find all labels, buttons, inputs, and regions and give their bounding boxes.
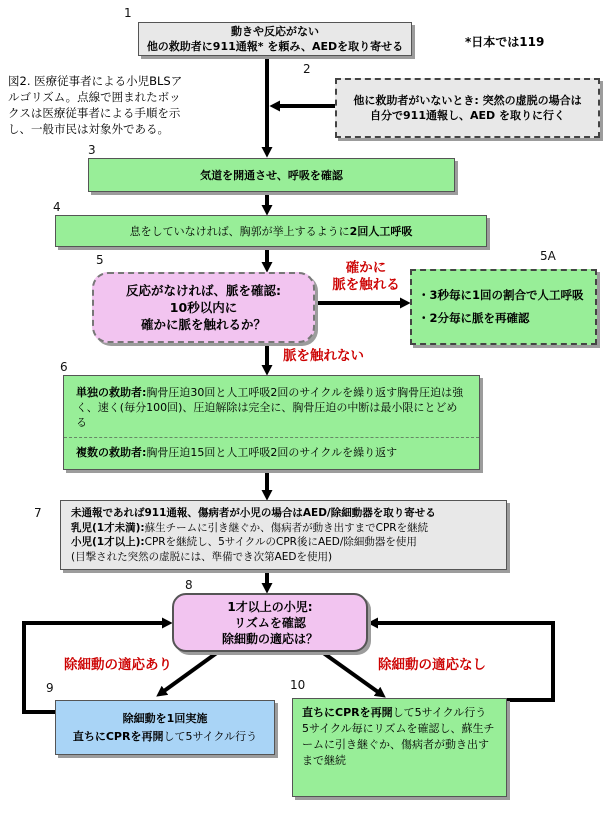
node-text-lead: 息をしていなければ、胸郭が挙上するように — [129, 224, 350, 238]
node-text-lead: 未通報であれば911通報、傷病者が小児の場合はAED/除細動器を取り寄せる — [71, 507, 436, 519]
node-aed-retrieval — [60, 500, 507, 570]
edge-label-line: 脈を触れる — [332, 277, 400, 293]
node-text: 除細動の適応は？ — [221, 631, 318, 646]
node-text — [71, 550, 332, 565]
node-text-body: 蘇生チームに引き継ぐか、傷病者が動き出すまでCPRを継続 — [144, 521, 429, 534]
node-text — [76, 445, 397, 460]
node-rhythm-check-decision — [172, 593, 368, 652]
node-text-lead: 直ちにCPRを再開 — [72, 729, 164, 743]
node-pulse-check-decision — [92, 272, 315, 343]
node-text: リズムを確認 — [234, 615, 306, 630]
edge-label-pulse-absent: 脈を触れない — [283, 348, 364, 364]
node-text-lead: 乳児(1才未満): — [71, 521, 145, 534]
edge-label-shockable: 除細動の適応あり — [64, 657, 172, 673]
step-number-3: 3 — [88, 143, 96, 157]
node-text — [71, 535, 417, 550]
node-text-body: (目撃された突然の虚脱には、準備でき次第AEDを使用) — [71, 550, 333, 563]
node-text: 反応がなければ、脈を確認: — [126, 283, 281, 298]
step-number-6: 6 — [60, 360, 68, 374]
node-text: 自分で911通報し、AED を取りに行く — [370, 109, 565, 122]
edge-label-line: 確かに — [345, 260, 387, 276]
node-text: 除細動を1回実施 — [122, 711, 208, 725]
node-text-body: 胸骨圧迫30回と人工呼吸2回のサイクルを繰り返す胸骨圧迫は強く、速く(毎分100回)、圧迫解除は完全に、胸骨圧迫の中断は最小限にとどめる — [76, 385, 464, 429]
node-text-body: CPRを継続し、5サイクルのCPR後にAED/除細動器を使用 — [144, 536, 417, 548]
node-rescue-breaths — [55, 215, 487, 247]
node-lone-rescuer — [335, 78, 600, 138]
node-text — [76, 385, 467, 430]
edge-label-not-shockable: 除細動の適応なし — [378, 657, 486, 673]
step-number-5: 5 — [96, 253, 104, 267]
node-give-shock — [55, 700, 275, 755]
step-number-2: 2 — [303, 62, 311, 76]
node-open-airway — [88, 158, 455, 192]
node-text: 10秒以内に — [169, 300, 238, 315]
node-text: 他の救助者に911通報* を頼み、AEDを取り寄せる — [146, 40, 404, 53]
node-section-single-rescuer — [64, 378, 479, 438]
node-text-lead: 単独の救助者: — [76, 385, 147, 399]
node-text: 気道を開通させ、呼吸を確認 — [200, 168, 343, 182]
step-number-8: 8 — [185, 578, 193, 592]
node-text-lead: 複数の救助者: — [76, 446, 147, 459]
arrow-8-to-9 — [164, 652, 218, 691]
node-text-body: して5サイクル行う — [163, 729, 258, 743]
figure-caption: 図2. 医療従事者による小児BLSアルゴリズム。点線で囲まれたボックスは医療従事者による手順を示し、一般市民は対象外である。 — [8, 74, 183, 136]
node-text — [71, 506, 436, 521]
arrow-8-to-10 — [322, 652, 378, 692]
node-text: 1才以上の小児: — [227, 599, 313, 614]
node-text: 確かに脈を触れるか？ — [140, 317, 266, 332]
node-text: ・2分毎に脈を再確認 — [418, 311, 530, 325]
node-text — [73, 728, 257, 746]
node-text: 他に救助者がいないとき: 突然の虚脱の場合は — [353, 94, 582, 107]
edge-label-pulse-present — [325, 260, 407, 294]
node-text — [302, 705, 486, 721]
node-text-lead: 直ちにCPRを再開 — [302, 706, 393, 719]
node-compression-cycles — [63, 375, 480, 470]
step-number-7: 7 — [34, 506, 42, 520]
node-text-body: して5サイクル行う — [392, 706, 487, 719]
step-number-5a: 5A — [540, 249, 556, 263]
node-text: 動きや反応がない — [231, 25, 319, 38]
footnote-japan-119: *日本では119 — [465, 35, 545, 49]
step-number-1: 1 — [124, 6, 132, 20]
node-pulse-present-actions — [410, 269, 597, 345]
step-number-9: 9 — [46, 681, 54, 695]
step-number-4: 4 — [53, 200, 61, 214]
node-no-response — [138, 22, 412, 56]
node-section-multi-rescuer — [64, 438, 479, 468]
node-text: ・3秒毎に1回の割合で人工呼吸 — [418, 288, 584, 302]
node-text-body: 胸骨圧迫15回と人工呼吸2回のサイクルを繰り返す — [146, 446, 398, 459]
node-text: 5サイクル毎にリズムを確認し、蘇生チームに引き継ぐか、傷病者が動き出すまで継続 — [302, 722, 495, 767]
step-number-10: 10 — [290, 678, 306, 692]
node-text — [71, 521, 428, 536]
node-text — [130, 224, 413, 239]
node-resume-cpr — [292, 698, 507, 797]
node-text-bold: 2回人工呼吸 — [349, 224, 413, 238]
node-text-lead: 小児(1才以上): — [71, 536, 145, 548]
